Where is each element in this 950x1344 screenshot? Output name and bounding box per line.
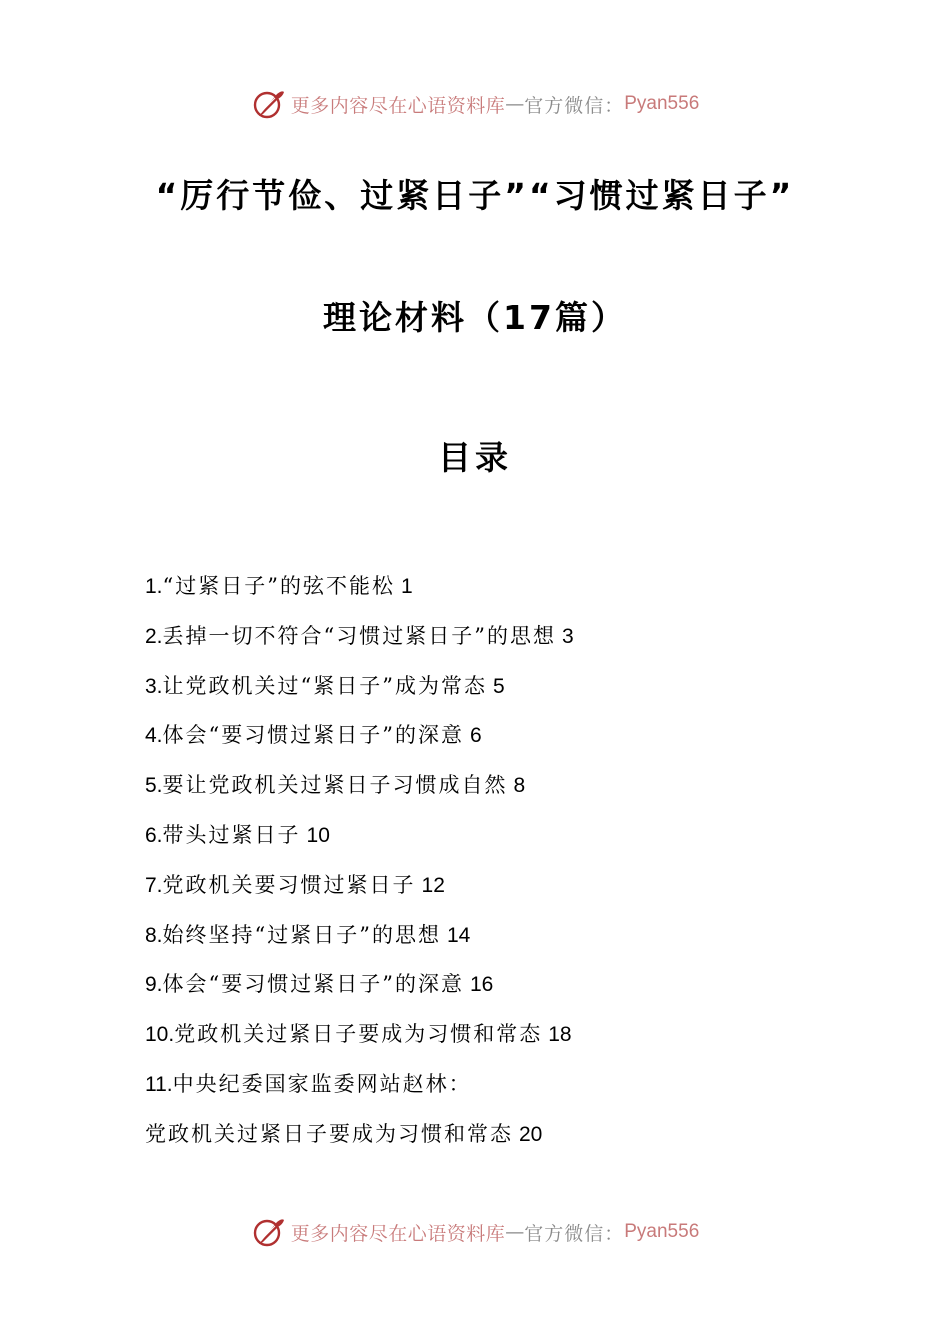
toc-item-number: 7. bbox=[145, 873, 163, 897]
toc-item-title: 丢掉一切不符合“习惯过紧日子”的思想 bbox=[162, 623, 556, 648]
toc-item-title: “过紧日子”的弦不能松 bbox=[162, 574, 395, 598]
banner-text: 更多内容尽在心语资料库 bbox=[290, 94, 506, 117]
toc-item-page: 20 bbox=[519, 1122, 543, 1146]
toc-item-number: 9. bbox=[145, 973, 163, 997]
toc-item-title: 体会“要习惯过紧日子”的深意 bbox=[162, 723, 464, 748]
toc-item-number: 10. bbox=[145, 1023, 175, 1047]
toc-item-title: 党政机关过紧日子要成为习惯和常态 bbox=[145, 1121, 513, 1146]
toc-item-page: 6 bbox=[470, 724, 482, 748]
toc-item-title: 中央纪委国家监委网站赵林： bbox=[172, 1071, 472, 1096]
toc-item-page: 14 bbox=[447, 923, 471, 947]
toc-item-title: 党政机关要习惯过紧日子 bbox=[162, 872, 416, 897]
toc-item[interactable] bbox=[145, 566, 865, 616]
banner-wechat-id: Pyan556 bbox=[624, 1221, 700, 1242]
toc-heading: 目录 bbox=[438, 438, 512, 477]
toc-item[interactable] bbox=[145, 616, 865, 666]
toc-item-page: 10 bbox=[306, 823, 330, 847]
quill-logo-icon bbox=[251, 1214, 287, 1250]
toc-item[interactable] bbox=[145, 915, 865, 965]
toc-item[interactable] bbox=[145, 964, 865, 1014]
banner-wechat-label: 官方微信： bbox=[524, 94, 625, 117]
toc-item-page: 12 bbox=[421, 873, 445, 897]
toc-item-title: 体会“要习惯过紧日子”的深意 bbox=[162, 972, 464, 997]
table-of-contents bbox=[145, 566, 865, 1164]
toc-item-number: 1. bbox=[145, 575, 163, 598]
toc-item[interactable] bbox=[145, 865, 865, 915]
document-title-line1: “厉行节俭、过紧日子”“习惯过紧日子” bbox=[155, 176, 795, 215]
toc-item-number: 2. bbox=[145, 624, 163, 648]
toc-item[interactable] bbox=[145, 1064, 865, 1114]
footer-watermark-banner bbox=[0, 1212, 950, 1252]
toc-item-number: 8. bbox=[145, 923, 163, 947]
banner-text: 更多内容尽在心语资料库 bbox=[290, 1222, 506, 1245]
toc-item-page: 18 bbox=[548, 1023, 572, 1047]
banner-separator: — bbox=[505, 93, 525, 115]
banner-wechat-id: Pyan556 bbox=[624, 93, 700, 114]
toc-item-title: 始终坚持“过紧日子”的思想 bbox=[162, 922, 441, 947]
toc-item-number: 11. bbox=[145, 1072, 173, 1096]
toc-item-number: 6. bbox=[145, 823, 163, 847]
toc-item[interactable] bbox=[145, 1014, 865, 1064]
toc-item-title: 让党政机关过“紧日子”成为常态 bbox=[162, 673, 487, 698]
toc-item[interactable] bbox=[145, 765, 865, 815]
toc-item-title: 党政机关过紧日子要成为习惯和常态 bbox=[174, 1022, 543, 1047]
toc-item-number: 5. bbox=[145, 774, 163, 798]
toc-item-page: 16 bbox=[470, 973, 494, 997]
toc-item[interactable] bbox=[145, 666, 865, 716]
toc-item-page: 3 bbox=[562, 624, 574, 648]
toc-item-page: 8 bbox=[513, 774, 526, 798]
banner-separator: — bbox=[505, 1221, 525, 1243]
toc-item[interactable] bbox=[145, 715, 865, 765]
toc-item-title: 要让党政机关过紧日子习惯成自然 bbox=[162, 773, 508, 798]
toc-item-continuation[interactable] bbox=[145, 1114, 865, 1164]
quill-logo-icon bbox=[251, 86, 287, 122]
toc-item-number: 4. bbox=[145, 724, 163, 748]
banner-wechat-label: 官方微信： bbox=[524, 1222, 625, 1245]
document-title-line2: 理论材料（17篇） bbox=[323, 298, 627, 337]
header-watermark-banner bbox=[0, 84, 950, 124]
toc-item-title: 带头过紧日子 bbox=[162, 822, 301, 847]
toc-item[interactable] bbox=[145, 815, 865, 865]
toc-item-page: 5 bbox=[493, 674, 505, 698]
toc-item-page: 1 bbox=[401, 575, 413, 598]
toc-item-number: 3. bbox=[145, 674, 163, 698]
